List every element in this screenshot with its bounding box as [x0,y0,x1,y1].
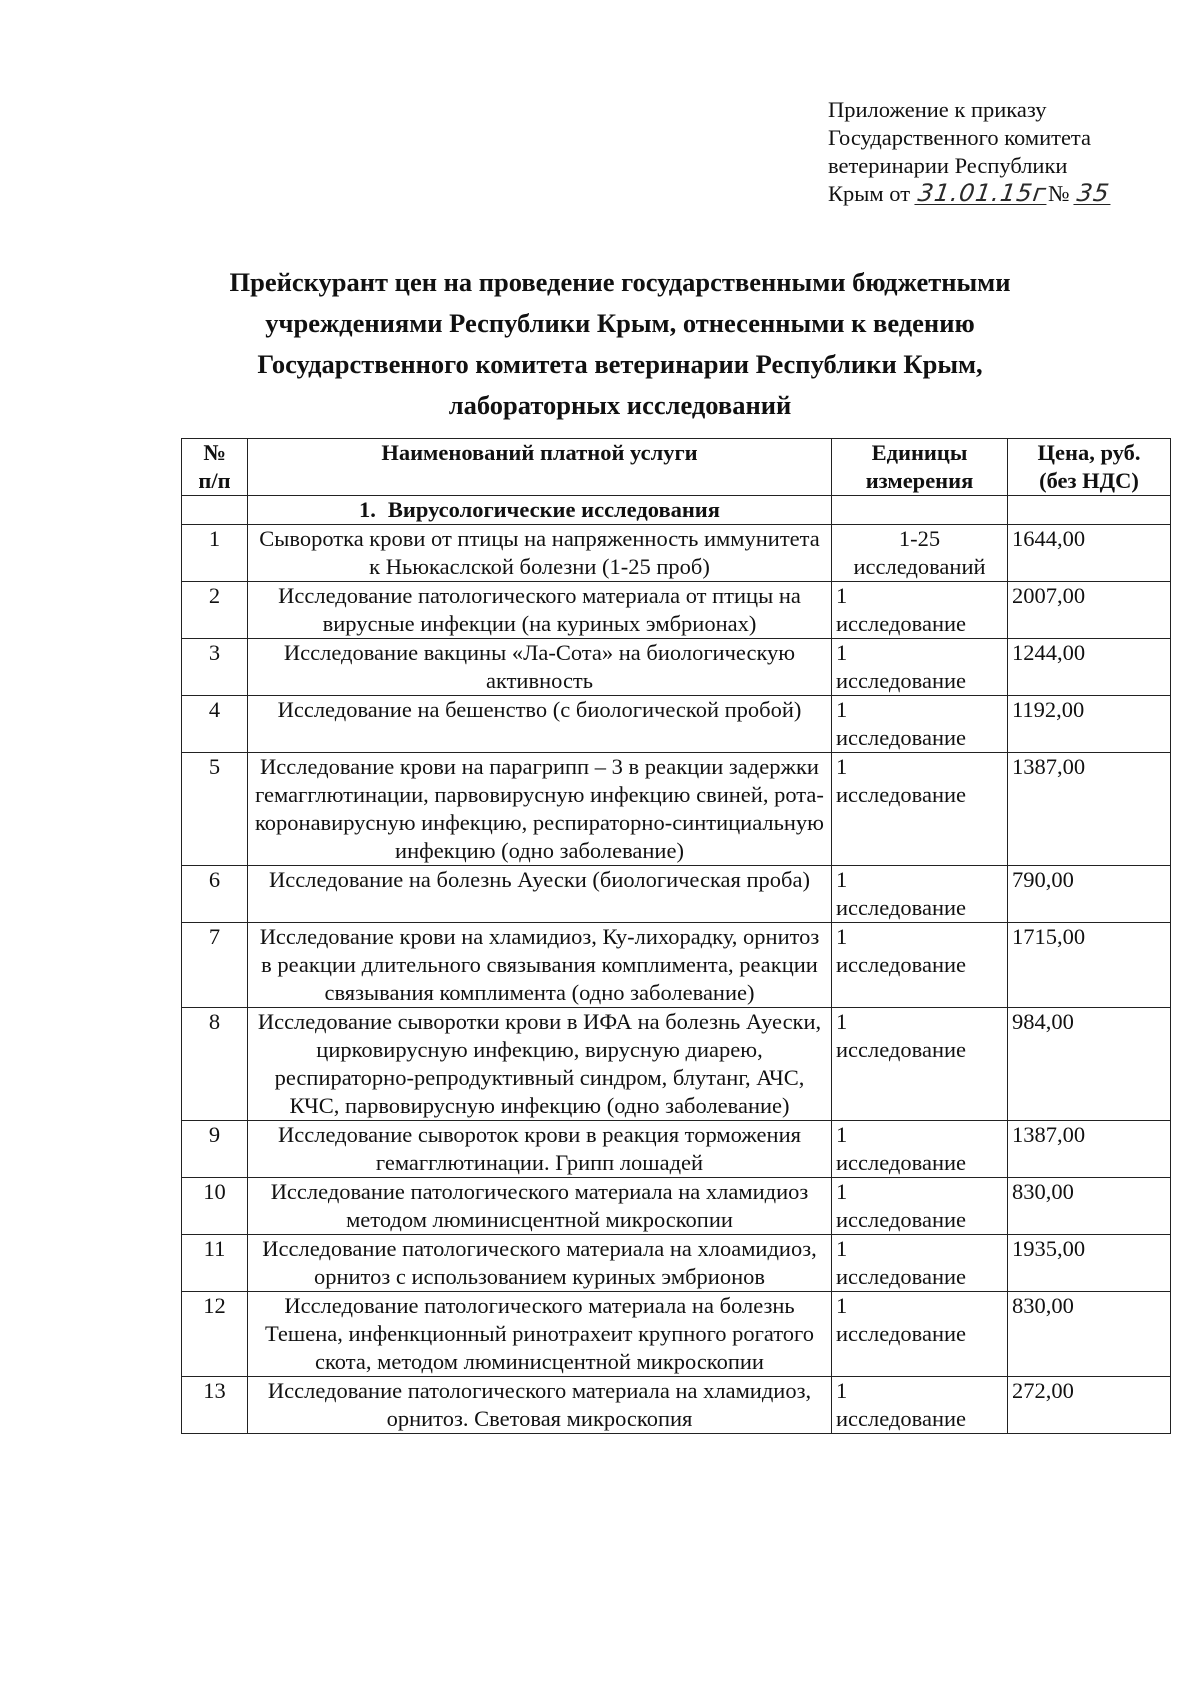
unit-label: исследование [836,1037,967,1062]
unit-cell [832,753,1008,866]
unit-label: исследование [836,725,967,750]
price-table [181,438,1171,1434]
service-name: Исследование сыворотки крови в ИФА на болезнь Ауески, цирковирусную инфекцию, вирусную диарею, респираторно-репродуктивный синдром, блутанг, АЧС, КЧС, парвовирусную инфекцию (одно заболевание) [248,1008,832,1121]
price-value: 1244,00 [1008,639,1171,696]
unit-quantity: 1 [836,1179,848,1204]
approval-line-4 [828,180,1158,208]
unit-cell [832,866,1008,923]
unit-quantity: 1 [836,1236,848,1261]
row-number: 2 [182,582,248,639]
section-num-cell [182,496,248,525]
table-row [182,753,1171,866]
title-line-3: Государственного комитета ветеринарии Республики Крым, [257,349,983,379]
section-number: 1. [359,497,376,522]
section-title-cell [248,496,832,525]
table-row [182,525,1171,582]
table-row [182,639,1171,696]
approval-block [828,96,1158,208]
unit-quantity: 1 [836,640,848,665]
service-name: Исследование патологического материала на хламидиоз методом люминисцентной микроскопии [248,1178,832,1235]
header-num-line1: № [203,440,226,465]
unit-quantity: 1 [836,697,848,722]
unit-label: исследование [836,1321,967,1346]
price-value: 790,00 [1008,866,1171,923]
header-unit-line2: измерения [865,468,974,493]
price-value: 1387,00 [1008,753,1171,866]
table-row [182,582,1171,639]
unit-cell [832,1292,1008,1377]
table-row [182,1121,1171,1178]
table-row [182,1008,1171,1121]
table-row [182,866,1171,923]
service-name: Исследование вакцины «Ла-Сота» на биологическую активность [248,639,832,696]
table-header-row [182,439,1171,496]
approval-number-label: № [1048,181,1070,206]
row-number: 1 [182,525,248,582]
unit-label: исследование [836,1406,967,1431]
header-price-line1: Цена, руб. [1037,440,1141,465]
unit-cell [832,923,1008,1008]
service-name: Исследование патологического материала на хламидиоз, орнитоз. Световая микроскопия [248,1377,832,1434]
unit-label: исследование [836,1150,967,1175]
header-unit-line1: Единицы [871,440,968,465]
row-number: 6 [182,866,248,923]
table-row [182,1178,1171,1235]
unit-quantity: 1 [836,583,848,608]
header-num-line2: п/п [198,468,231,493]
approval-line-1: Приложение к приказу [828,97,1047,122]
section-title: Вирусологические исследования [387,497,720,522]
title-line-4: лабораторных исследований [448,390,792,420]
service-name: Исследование крови на парагрипп – 3 в реакции задержки гемагглютинации, парвовирусную инфекцию свиней, рота-коронавирусную инфекцию, респираторно-синтициальную инфекцию (одно заболевание) [248,753,832,866]
table-row [182,923,1171,1008]
unit-cell [832,582,1008,639]
service-name: Сыворотка крови от птицы на напряженность иммунитета к Ньюкаслской болезни (1-25 проб) [248,525,832,582]
unit-cell [832,1235,1008,1292]
unit-quantity: 1 [836,1293,848,1318]
row-number: 11 [182,1235,248,1292]
title-line-1: Прейскурант цен на проведение государственными бюджетными [229,267,1011,297]
unit-label: исследование [836,952,967,977]
header-price [1008,439,1171,496]
price-value: 1935,00 [1008,1235,1171,1292]
table-row [182,1292,1171,1377]
unit-cell [832,696,1008,753]
unit-label: исследований [853,554,986,579]
approval-date: 31.01.15г [915,179,1049,207]
row-number: 13 [182,1377,248,1434]
unit-label: исследование [836,782,967,807]
unit-cell [832,1377,1008,1434]
price-value: 2007,00 [1008,582,1171,639]
table-row [182,1377,1171,1434]
header-name: Наименований платной услуги [248,439,832,496]
section-unit-cell [832,496,1008,525]
approval-line-3: ветеринарии Республики [828,153,1068,178]
row-number: 9 [182,1121,248,1178]
service-name: Исследование сывороток крови в реакция торможения гемагглютинации. Грипп лошадей [248,1121,832,1178]
row-number: 4 [182,696,248,753]
header-unit [832,439,1008,496]
unit-quantity: 1 [836,1122,848,1147]
unit-cell [832,1008,1008,1121]
unit-cell [832,1178,1008,1235]
unit-quantity: 1-25 [898,526,941,551]
unit-cell [832,525,1008,582]
section-price-cell [1008,496,1171,525]
unit-label: исследование [836,895,967,920]
row-number: 5 [182,753,248,866]
unit-label: исследование [836,1264,967,1289]
price-value: 830,00 [1008,1178,1171,1235]
service-name: Исследование патологического материала от птицы на вирусные инфекции (на куриных эмбрионах) [248,582,832,639]
price-value: 984,00 [1008,1008,1171,1121]
unit-quantity: 1 [836,754,848,779]
row-number: 7 [182,923,248,1008]
unit-label: исследование [836,611,967,636]
row-number: 3 [182,639,248,696]
approval-line-2: Государственного комитета [828,125,1092,150]
price-value: 1644,00 [1008,525,1171,582]
unit-label: исследование [836,1207,967,1232]
price-value: 1715,00 [1008,923,1171,1008]
service-name: Исследование на болезнь Ауески (биологическая проба) [248,866,832,923]
table-row [182,1235,1171,1292]
unit-label: исследование [836,668,967,693]
row-number: 12 [182,1292,248,1377]
table-row [182,696,1171,753]
header-price-line2: (без НДС) [1039,468,1139,493]
title-line-2: учреждениями Республики Крым, отнесенными к ведению [265,308,975,338]
service-name: Исследование патологического материала на хлоамидиоз, орнитоз с использованием куриных эмбрионов [248,1235,832,1292]
page-title [160,262,1080,426]
unit-quantity: 1 [836,1009,848,1034]
service-name: Исследование крови на хламидиоз, Ку-лихорадку, орнитоз в реакции длительного связывания комплимента, реакции связывания комплимента (одно заболевание) [248,923,832,1008]
service-name: Исследование на бешенство (с биологической пробой) [248,696,832,753]
price-value: 830,00 [1008,1292,1171,1377]
price-value: 272,00 [1008,1377,1171,1434]
section-row [182,496,1171,525]
unit-quantity: 1 [836,1378,848,1403]
row-number: 10 [182,1178,248,1235]
price-value: 1387,00 [1008,1121,1171,1178]
unit-cell [832,639,1008,696]
price-value: 1192,00 [1008,696,1171,753]
approval-number: 35 [1075,179,1112,207]
row-number: 8 [182,1008,248,1121]
header-num [182,439,248,496]
approval-prefix: Крым от [828,181,911,206]
unit-quantity: 1 [836,924,848,949]
unit-quantity: 1 [836,867,848,892]
service-name: Исследование патологического материала на болезнь Тешена, инфенкционный ринотрахеит крупного рогатого скота, методом люминисцентной микроскопии [248,1292,832,1377]
unit-cell [832,1121,1008,1178]
